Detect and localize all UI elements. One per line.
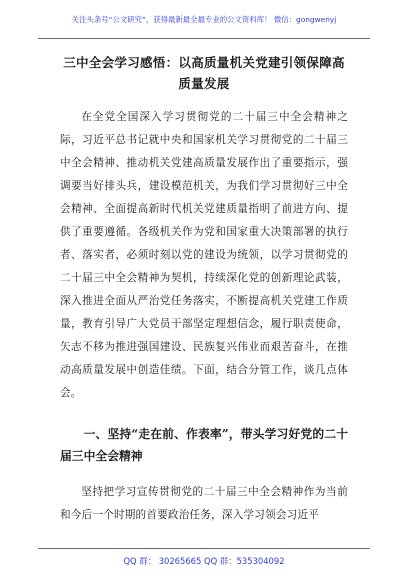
header-banner: 关注头条号“公文研究”，获得最新最全最专业的公文资料库！ 微信：gongwenyj xyxy=(71,15,337,24)
footer-divider xyxy=(38,548,370,549)
section-1-heading: 一、坚持“走在前、作表率”，带头学习好党的二十届三中全会精神 xyxy=(60,427,348,463)
document-title: 三中全会学习感悟：以高质量机关党建引领保障高质量发展 xyxy=(63,55,345,91)
intro-paragraph: 在全党全国深入学习贯彻党的二十届三中全会精神之际，习近平总书记就中央和国家机关学习贯彻党的二十届三中全会精神、推动机关党建高质量发展作出了重要指示，强调要当好排头兵，建设模范机关，为我们学习贯彻好三中全会精神、全面提高新时代机关党建质量指明了前进方向、提供了重要遵循。各级机关作为党和国家重大决策部署的执行者、落实者，必须时刻以党的建设为统领，以学习贯彻党的二十届三中全会精神为契机，持续深化党的创新理论武装，深入推进全面从严治党任务落实，不断提高机关党建工作质量，教育引导广大党员干部坚定理想信念，履行职责使命，矢志不移为推进强国建设、民族复兴伟业而艰苦奋斗，在推动高质量发展中创造佳绩。下面，结合分管工作，谈几点体会。 xyxy=(60,111,348,399)
footer-contact: QQ 群： 30265665 QQ 群：535304092 xyxy=(123,556,285,566)
document-body xyxy=(60,52,348,527)
section-1-paragraph: 坚持把学习宣传贯彻党的二十届三中全会精神作为当前和今后一个时期的首要政治任务，深入学习领会习近平 xyxy=(60,486,348,521)
header-divider xyxy=(38,38,370,39)
